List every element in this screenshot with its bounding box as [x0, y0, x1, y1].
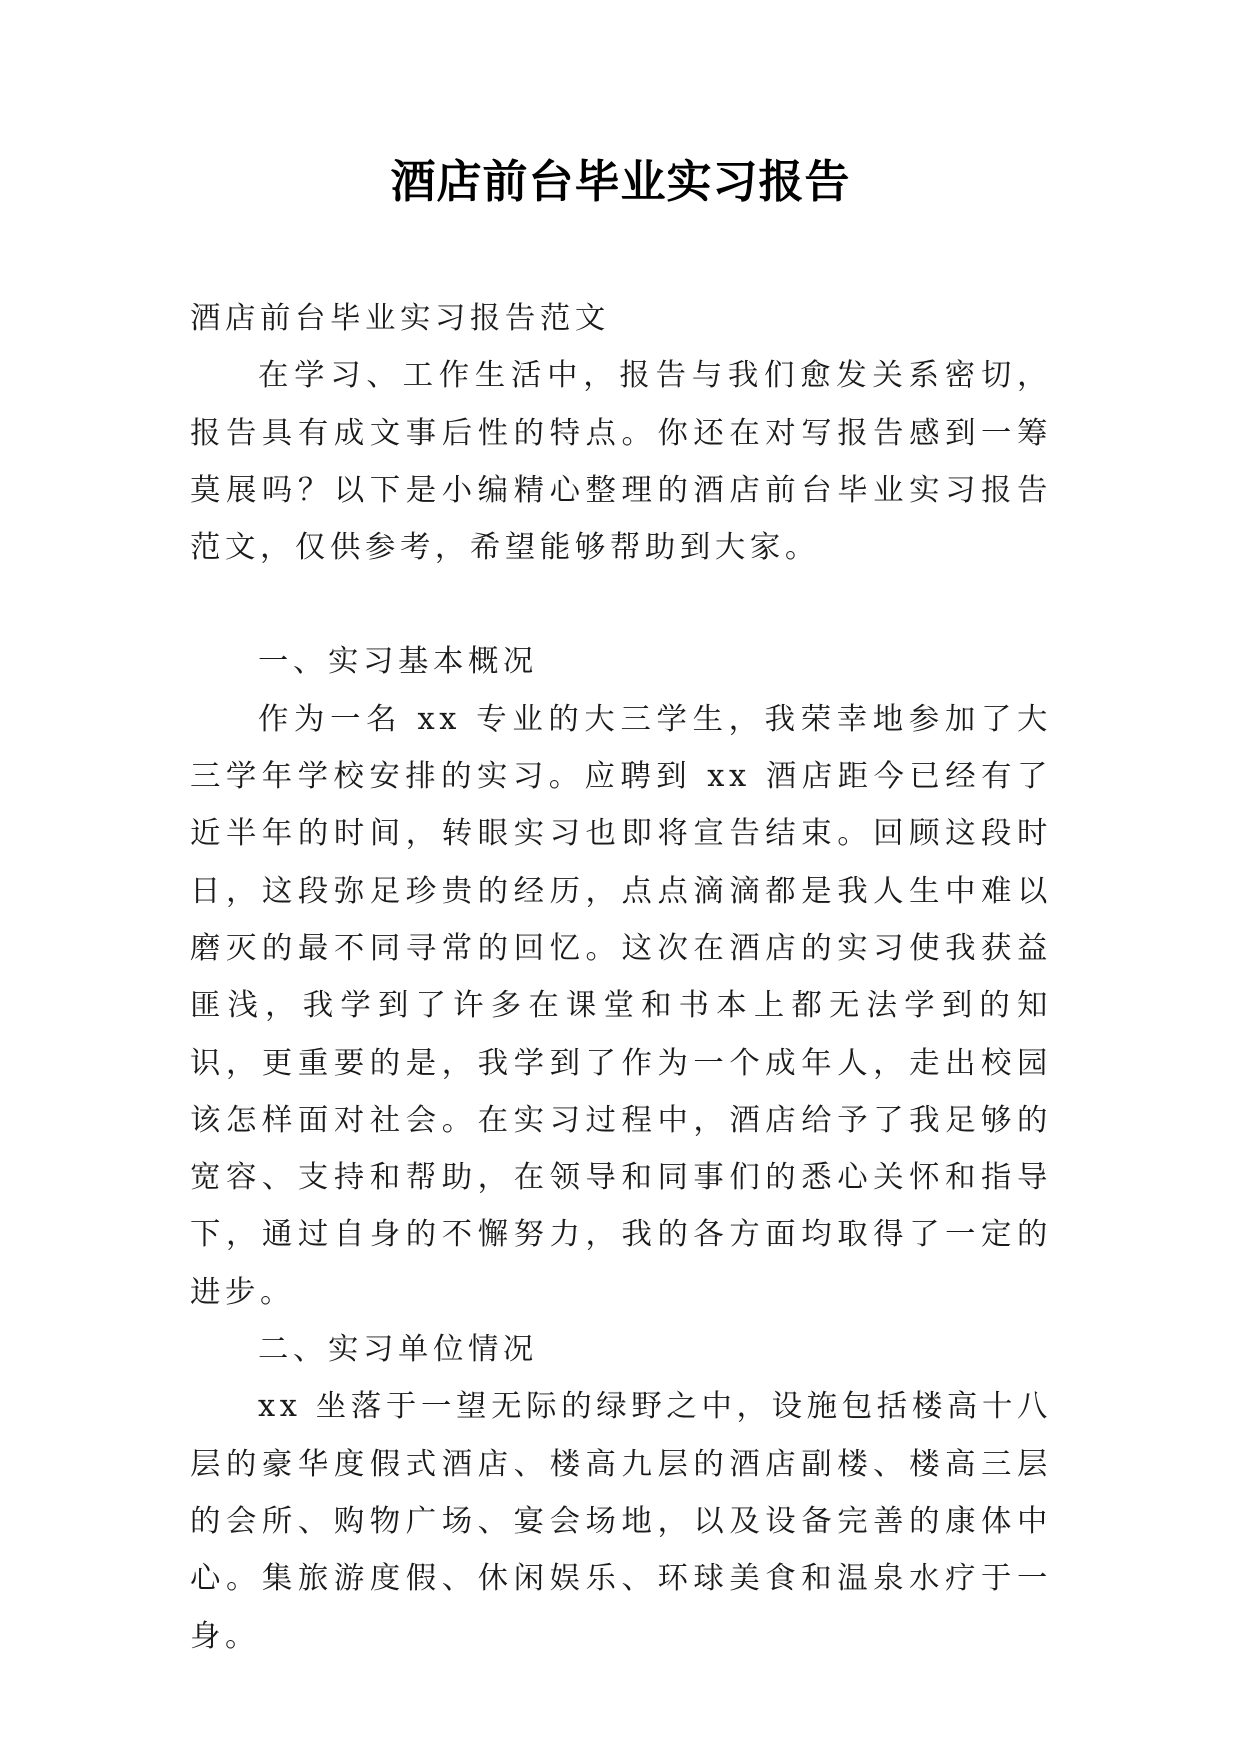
- document-title: 酒店前台毕业实习报告: [390, 155, 851, 208]
- section-heading-unit: 二、实习单位情况: [258, 1332, 538, 1368]
- overview-paragraph: 作为一名 xx 专业的大三学生，我荣幸地参加了大三学年学校安排的实习。应聘到 xx 酒店距今已经有了近半年的时间，转眼实习也即将宣告结束。回顾这段时日，这段弥足珍贵的经历，点点滴滴都是我人生中难以磨灭的最不同寻常的回忆。这次在酒店的实习使我获益匪浅，我学到了许多在课堂和书本上都无法学到的知识，更重要的是，我学到了作为一个成年人，走出校园该怎样面对社会。在实习过程中，酒店给予了我足够的宽容、支持和帮助，在领导和同事们的悉心关怀和指导下，通过自身的不懈努力，我的各方面均取得了一定的进步。: [190, 701, 1052, 1310]
- paragraph-gap: [190, 576, 1052, 633]
- document-body: [190, 290, 1052, 1665]
- section-heading-overview: 一、实习基本概况: [258, 644, 538, 680]
- subtitle-line: 酒店前台毕业实习报告范文: [190, 301, 610, 336]
- unit-paragraph: xx 坐落于一望无际的绿野之中，设施包括楼高十八层的豪华度假式酒店、楼高九层的酒店副楼、楼高三层的会所、购物广场、宴会场地，以及设备完善的康体中心。集旅游度假、休闲娱乐、环球美食和温泉水疗于一身。: [190, 1389, 1052, 1654]
- intro-paragraph: 在学习、工作生活中，报告与我们愈发关系密切，报告具有成文事后性的特点。你还在对写报告感到一筹莫展吗？以下是小编精心整理的酒店前台毕业实习报告范文，仅供参考，希望能够帮助到大家。: [190, 358, 1052, 566]
